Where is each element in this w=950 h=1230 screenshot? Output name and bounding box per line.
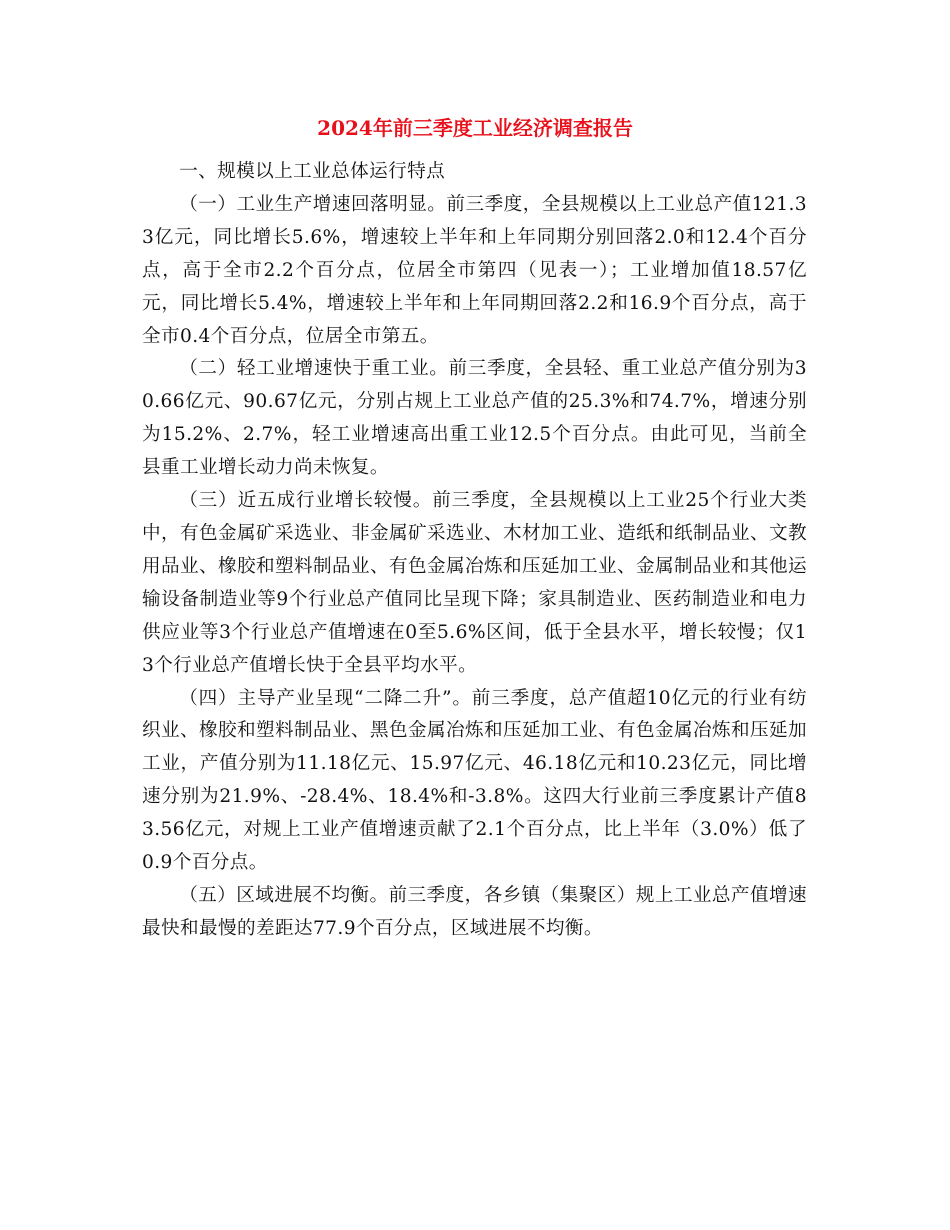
paragraph-production-growth: （一）工业生产增速回落明显。前三季度，全县规模以上工业总产值121.33亿元，同比增长5.6%，增速较上半年和上年同期分别回落2.0和12.4个百分点，高于全市2.2个百分点，位居全市第四（见表一）；工业增加值18.57亿元，同比增长5.4%，增速较上半年和上年同期回落2.2和16.9个百分点，高于全市0.4个百分点，位居全市第五。: [142, 193, 807, 347]
paragraph-light-heavy-industry: （二）轻工业增速快于重工业。前三季度，全县轻、重工业总产值分别为30.66亿元、90.67亿元，分别占规上工业总产值的25.3%和74.7%，增速分别为15.2%、2.7%，轻工业增速高出重工业12.5个百分点。由此可见，当前全县重工业增长动力尚未恢复。: [142, 358, 807, 479]
section-heading: 一、规模以上工业总体运行特点: [179, 161, 446, 182]
paragraph-industry-growth: （三）近五成行业增长较慢。前三季度，全县规模以上工业25个行业大类中，有色金属矿采选业、非金属矿采选业、木材加工业、造纸和纸制品业、文教用品业、橡胶和塑料制品业、有色金属冶炼和压延加工业、金属制品业和其他运输设备制造业等9个行业总产值同比呈现下降；家具制造业、医药制造业和电力供应业等3个行业总产值增速在0至5.6%区间，低于全县水平，增长较慢；仅13个行业总产值增长快于全县平均水平。: [142, 490, 807, 676]
document-title: 2024年前三季度工业经济调查报告: [317, 116, 633, 140]
document-body: [142, 156, 807, 946]
paragraph-regional-imbalance: （五）区域进展不均衡。前三季度，各乡镇（集聚区）规上工业总产值增速最快和最慢的差距达77.9个百分点，区域进展不均衡。: [142, 884, 807, 939]
paragraph-leading-industries: （四）主导产业呈现“二降二升”。前三季度，总产值超10亿元的行业有纺织业、橡胶和塑料制品业、黑色金属冶炼和压延加工业、有色金属冶炼和压延加工业，产值分别为11.18亿元、15.97亿元、46.18亿元和10.23亿元，同比增速分别为21.9%、-28.4%、18.4%和-3.8%。这四大行业前三季度累计产值83.56亿元，对规上工业产值增速贡献了2.1个百分点，比上半年（3.0%）低了0.9个百分点。: [142, 687, 807, 874]
